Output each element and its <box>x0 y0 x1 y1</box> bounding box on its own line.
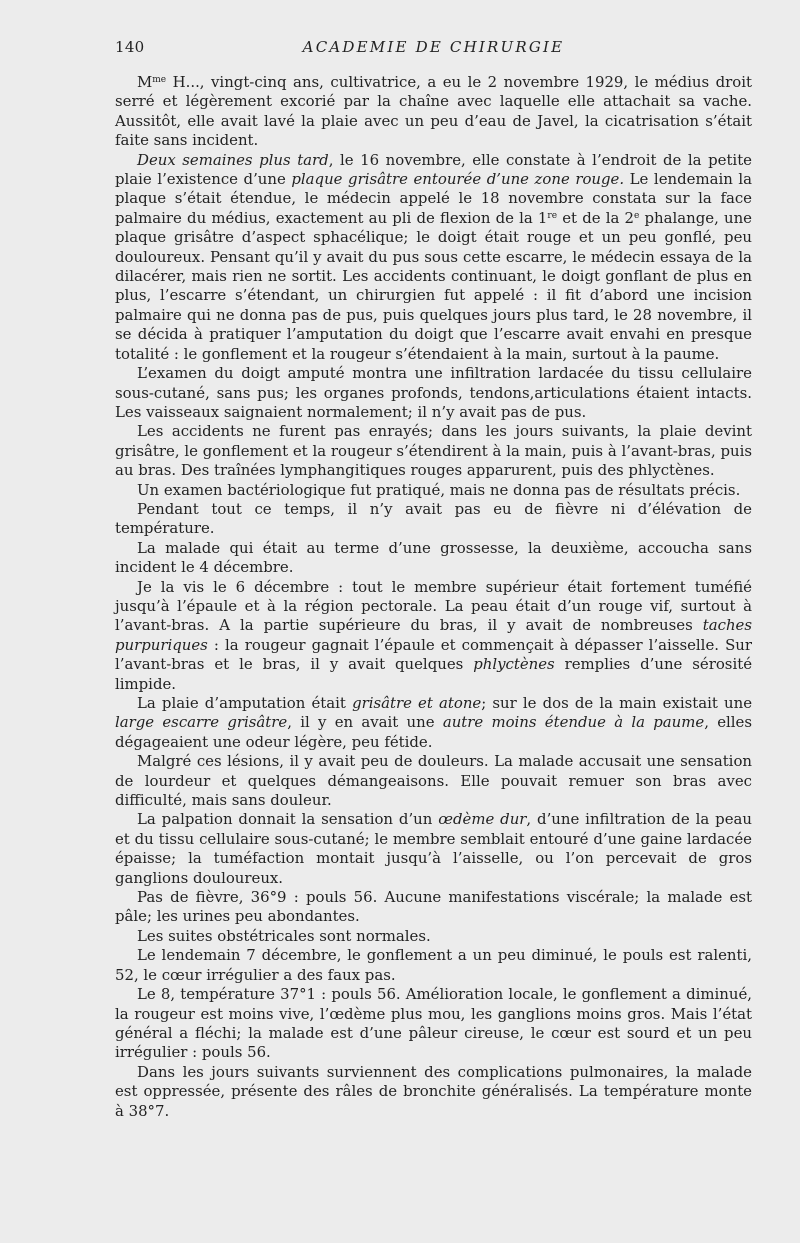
text-run: , d’une infiltration de la peau et du tissu cellulaire sous-cutané; le membre semblait entouré d’une gaine lardacée épaisse; la tuméfaction montait jusqu’à l’aisselle, ou l’on percevait de gros ganglions douloureux. <box>115 810 752 887</box>
paragraph <box>115 73 752 151</box>
paragraph <box>115 578 752 694</box>
paragraph <box>115 752 752 810</box>
page-number: 140 <box>115 38 145 56</box>
paragraph <box>115 151 752 364</box>
superscript: e <box>634 210 640 221</box>
text-run: Un examen bactériologique fut pratiqué, mais ne donna pas de résultats précis. <box>137 480 741 499</box>
italic-text: phlyctènes <box>473 655 555 674</box>
superscript: re <box>547 210 558 221</box>
text-run: Pas de fièvre, 36°9 : pouls 56. Aucune manifestations viscérale; la malade est pâle; les urines peu abondantes. <box>115 888 752 926</box>
paragraph <box>115 500 752 539</box>
page-header <box>115 38 752 58</box>
paragraph <box>115 481 752 500</box>
text-run: La plaie d’amputation était <box>137 694 353 712</box>
text-run: et de la 2 <box>557 208 635 227</box>
text-run: H..., vingt-cinq ans, cultivatrice, a eu le 2 novembre 1929, le médius droit serré et légèrement excorié par la chaîne avec laquelle elle attachait sa vache. Aussitôt, elle avait lavé la plaie avec un peu d’eau de Javel, la cicatrisation s’était faite sans incident. <box>115 73 752 150</box>
text-run: , elles dégageaient une odeur légère, peu fétide. <box>115 713 752 751</box>
italic-text: large escarre grisâtre <box>115 713 288 732</box>
running-title: ACADEMIE DE CHIRURGIE <box>302 38 565 56</box>
text-run: L’examen du doigt amputé montra une infiltration lardacée du tissu cellulaire sous-cutané, sans pus; les organes profonds, tendons,articulations étaient intacts. Les vaisseaux saignaient normalement; il n’y avait pas de pus. <box>115 364 752 421</box>
paragraph <box>115 888 752 927</box>
paragraph <box>115 946 752 985</box>
text-run: , le 16 novembre, elle constate à l’endroit de la petite plaie l’existence d’une <box>115 150 752 189</box>
paragraph <box>115 1063 752 1121</box>
superscript: me <box>152 75 167 85</box>
paragraph <box>115 422 752 480</box>
italic-text: grisâtre et atone <box>352 694 482 712</box>
text-run: Malgré ces lésions, il y avait peu de douleurs. La malade accusait une sensation de lourdeur et quelques démangeaisons. Elle pouvait remuer son bras avec difficulté, mais sans douleur. <box>115 752 752 810</box>
text-run: Le 8, température 37°1 : pouls 56. Amélioration locale, le gonflement a diminué, la rougeur est moins vive, l’œdème plus mou, les ganglions moins gros. Mais l’état général a fléchi; la malade est d’une pâleur cireuse, le cœur est sourd et un peu irrégulier : pouls 56. <box>115 985 752 1062</box>
paragraph <box>115 985 752 1063</box>
text-run: Pendant tout ce temps, il n’y avait pas eu de fièvre ni d’élévation de température. <box>115 499 752 538</box>
text-run: ; sur le dos de la main existait une <box>481 694 753 712</box>
text-run: Le lendemain la plaque s’était étendue, le médecin appelé le 18 novembre constata sur la face palmaire du médius, exactement au pli de flexion de la 1 <box>115 170 753 227</box>
text-run: Le lendemain 7 décembre, le gonflement a un peu diminué, le pouls est ralenti, 52, le cœur irrégulier a des faux pas. <box>115 946 752 984</box>
paragraph <box>115 810 752 888</box>
text-run: , il y en avait une <box>287 713 443 732</box>
paragraph <box>115 364 752 422</box>
text-run: M <box>137 73 153 91</box>
italic-text: taches purpuriques <box>115 616 752 654</box>
italic-text: autre moins étendue à la paume <box>442 713 705 732</box>
text-run: phalange, une plaque grisâtre d’aspect sphacélique; le doigt était rouge et un peu gonflé, peu douloureux. Pensant qu’il y avait du pus sous cette escarre, le médecin essaya de la dilacérer, mais rien ne sortit. Les accidents continuant, le doigt gonflant de plus en plus, l’escarre s’étendant, un chirurgien fut appelé : il fit d’abord une incision palmaire qui ne donna pas de pus, puis quelques jours plus tard, le 28 novembre, il se décida à pratiquer l’amputation du doigt que l’escarre avait envahi en presque totalité : le gonflement et la rougeur s’étendaient à la main, surtout à la paume. <box>115 208 752 363</box>
paragraph <box>115 927 752 946</box>
text-run: Les suites obstétricales sont normales. <box>137 926 431 945</box>
italic-text: plaque grisâtre entourée d’une zone rouge. <box>291 170 625 189</box>
text-run: remplies d’une sérosité limpide. <box>115 655 753 693</box>
text-run: Les accidents ne furent pas enrayés; dans les jours suivants, la plaie devint grisâtre, le gonflement et la rougeur s’étendirent à la main, puis à l’avant-bras, puis au bras. Des traînées lymphangitiques rouges apparurent, puis des phlyctènes. <box>115 422 752 480</box>
italic-text: œdème dur <box>438 810 527 829</box>
text-run: : la rougeur gagnait l’épaule et commençait à dépasser l’aisselle. Sur l’avant-bras et le bras, il y avait quelques <box>115 635 752 674</box>
text-run: La palpation donnait la sensation d’un <box>137 810 439 829</box>
italic-text: Deux semaines plus tard <box>137 150 329 169</box>
paragraph <box>115 539 752 578</box>
text-run: Dans les jours suivants surviennent des complications pulmonaires, la malade est oppressée, présente des râles de bronchite généralisés. La température monte à 38°7. <box>115 1062 752 1120</box>
text-run: Je la vis le 6 décembre : tout le membre supérieur était fortement tuméfié jusqu’à l’épaule et à la région pectorale. La peau était d’un rouge vif, surtout à l’avant-bras. A la partie supérieure du bras, il y avait de nombreuses <box>115 577 752 635</box>
body-text <box>115 73 752 1121</box>
text-run: La malade qui était au terme d’une grossesse, la deuxième, accoucha sans incident le 4 décembre. <box>115 538 752 577</box>
paragraph <box>115 694 752 752</box>
